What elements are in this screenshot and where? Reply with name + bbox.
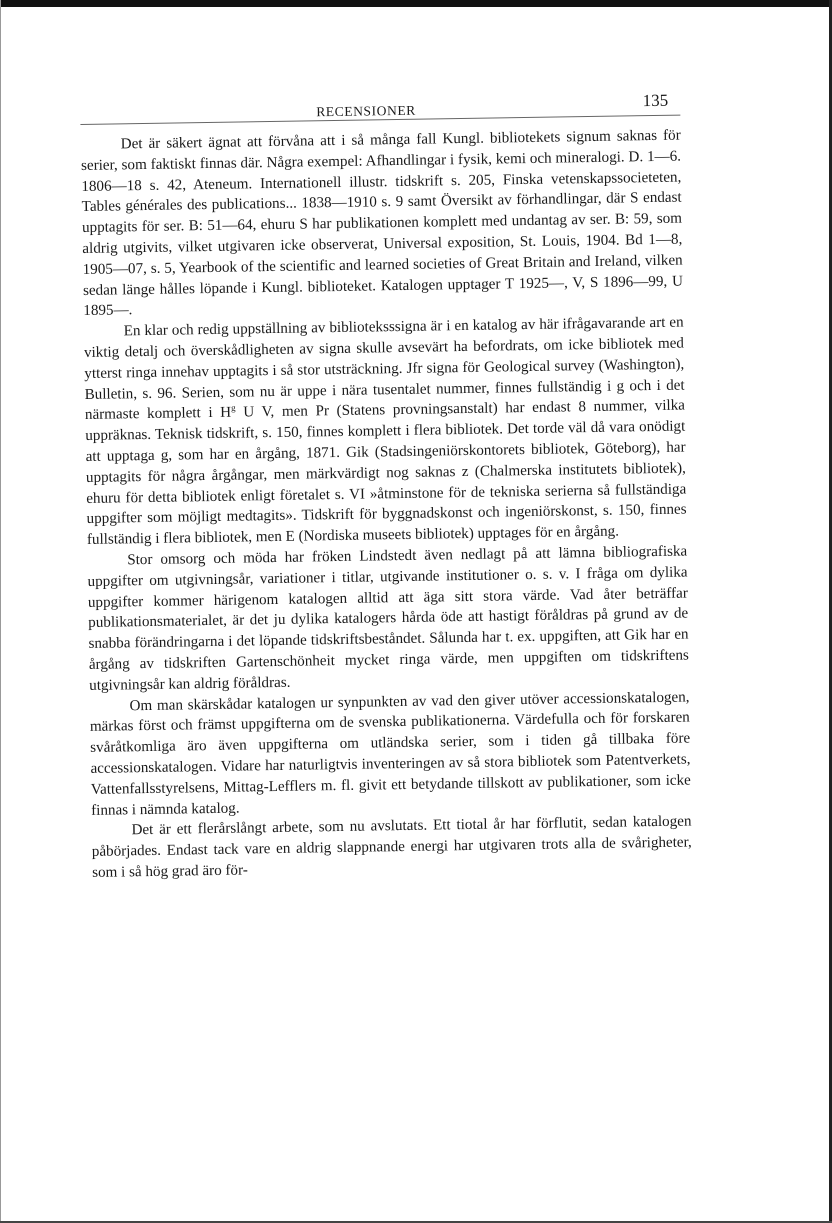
- superscript-g: g: [230, 402, 236, 413]
- document-page: [80, 89, 692, 884]
- running-head-title: RECENSIONER: [316, 102, 416, 120]
- paragraph-4-text: Om man skärskådar katalogen ur synpunkten av vad den giver utöver accessionskatalogen, märkas först och främst uppgifterna om de svenska publikationerna. Värdefulla och för forskaren svåråtkomliga äro även uppgifterna om utländska serier, som i tiden gå tillbaka före accessionskatalogen. Vidare har naturligtvis inventeringen av så stora bibliotek som Patentverkets, Vattenfallsstyrelsens, Mittag-Lefflers m. fl. givit ett betydande tillskott av publikationer, som icke finnas i nämnda katalog.: [89, 689, 691, 819]
- paragraph-1: [81, 126, 684, 323]
- body-text: [81, 126, 693, 884]
- paragraph-4: [89, 687, 691, 821]
- scan-border-left: [0, 0, 1, 1223]
- paragraph-1-text: Det är säkert ägnat att förvåna att i så många fall Kungl. bibliotekets signum saknas för serier, som faktiskt finnas där. Några exempel: Afhandlingar i fysik, kemi och mineralogi. D. 1—6. 1806—18 s. 42, Ateneum. Internationell illustr. tidskrift s. 205, Finska vetenskapssocieteten, Tables générales des publications... 1838—1910 s. 9 samt Översikt av förhandlingar, där S endast upptagits för ser. B: 51—64, ehuru S har publikationen komplett med undantag av ser. B: 59, som aldrig utgivits, vilket utgivaren icke observerat, Universal exposition, St. Louis, 1904. Bd 1—8, 1905—07, s. 5, Yearbook of the scientific and learned societies of Great Britain and Ireland, vilken sedan länge hålles löpande i Kungl. biblioteket. Katalogen upptager T 1925—, V, S 1896—99, U 1895—.: [80, 127, 684, 320]
- paragraph-3: [87, 541, 689, 696]
- page-number: 135: [642, 90, 669, 111]
- running-head: [80, 89, 680, 125]
- paragraph-5-text: Det är ett flerårslångt arbete, som nu avslutats. Ett tiotal år har förflutit, sedan katalogen påbörjades. Endast tack vare en aldrig slappnande energi har utgivaren trots alla de svårigheter, som i så hög grad äro för-: [91, 813, 692, 881]
- paragraph-2-text-a: En klar och redig uppställning av biblioteksssigna är i en katalog av här ifrågavarande art en viktig detalj och överskådligheten av signa skulle avsevärt ha befordrats, om icke bibliotek med ytterst ringa innehav upptagits i så stor utsträckning. Jfr signa för Geological survey (Washington), Bulletin, s. 96. Serien, som nu är uppe i nära tusentalet nummer, finnes fullständig i g och i det närmaste komplett i H: [83, 314, 685, 424]
- scan-border-top: [0, 0, 832, 7]
- paragraph-3-text: Stor omsorg och möda har fröken Lindstedt även nedlagt på att lämna bibliografiska uppgifter om utgivningsår, variationer i titlar, utgivande institutioner o. s. v. I fråga om dylika uppgifter kommer härigenom katalogen alltid att äga sitt stora värde. Vad åter beträffar publikationsmaterialet, är det ju dylika katalogers hårda öde att hastigt föråldras på grund av de snabba förändringarna i det löpande tidskriftsbeståndet. Sålunda har t. ex. uppgiften, att Gik har en årgång av tidskriften Gartenschönheit mycket ringa värde, men uppgiften om tidskriftens utgivningsår kan aldrig föråldras.: [87, 543, 689, 694]
- paragraph-2: [84, 313, 688, 551]
- paragraph-5: [91, 812, 692, 884]
- paragraph-2-text-b: U V, men Pr (Statens provningsanstalt) har endast 8 nummer, vilka uppräknas. Teknisk tidskrift, s. 150, finnes komplett i flera bibliotek. Det torde väl då vara onödigt att upptaga g, som har en årgång, 1871. Gik (Stadsingeniörskontorets bibliotek, Göteborg), har upptagits för några årgångar, men märkvärdigt nog saknas z (Chalmerska institutets bibliotek), ehuru för detta bibliotek enligt företalet s. VI »åtminstone för de tekniska serierna så fullständiga uppgifter som möjligt medtagits». Tidskrift för byggnadskonst och ingeniörskonst, s. 150, finnes fullständig i flera bibliotek, men E (Nordiska museets bibliotek) upptages för en årgång.: [85, 397, 687, 549]
